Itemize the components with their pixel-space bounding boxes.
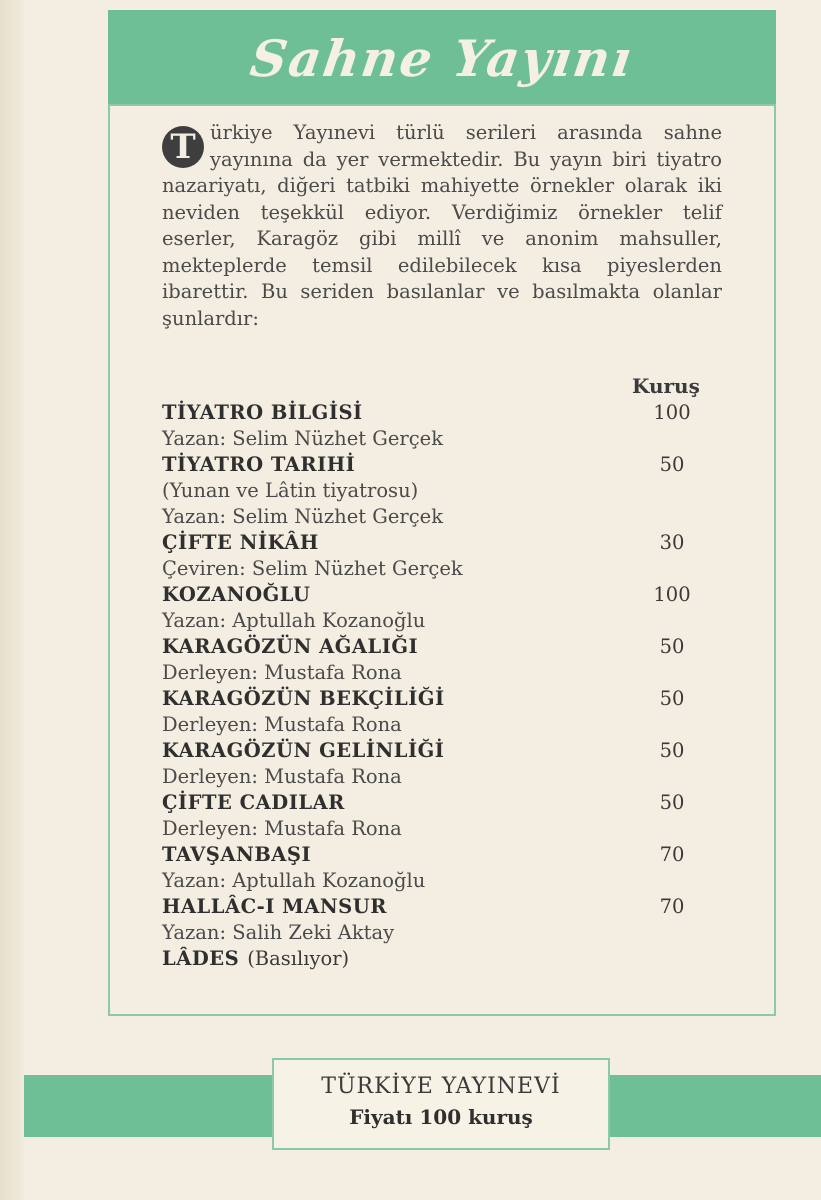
book-item bbox=[162, 894, 692, 946]
book-list bbox=[162, 400, 692, 972]
book-title: KARAGÖZÜN AĞALIĞI bbox=[162, 635, 419, 658]
book-title: TİYATRO TARIHİ bbox=[162, 453, 356, 476]
book-title: TAVŞANBAŞI bbox=[162, 843, 312, 866]
book-credit: Yazan: Aptullah Kozanoğlu bbox=[162, 869, 426, 892]
book-title: HALLÂC-I MANSUR bbox=[162, 895, 387, 918]
book-credit: Çeviren: Selim Nüzhet Gerçek bbox=[162, 557, 463, 580]
book-price: 50 bbox=[659, 453, 685, 476]
book-title-row bbox=[162, 634, 692, 660]
book-title-row bbox=[162, 452, 692, 478]
book-price: 70 bbox=[659, 895, 685, 918]
book-status: (Basılıyor) bbox=[247, 947, 350, 970]
page-title: Sahne Yayını bbox=[246, 28, 638, 88]
price-column-header: Kuruş bbox=[632, 374, 700, 398]
book-price: 50 bbox=[659, 635, 685, 658]
book-price: 50 bbox=[659, 687, 685, 710]
book-price: 100 bbox=[653, 401, 691, 424]
book-price: 50 bbox=[659, 791, 685, 814]
book-title: KARAGÖZÜN GELİNLİĞİ bbox=[162, 739, 445, 762]
book-title-row bbox=[162, 686, 692, 712]
book-title: TİYATRO BİLGİSİ bbox=[162, 401, 363, 424]
publisher-name: TÜRKİYE YAYINEVİ bbox=[321, 1074, 561, 1099]
book-item bbox=[162, 946, 692, 972]
book-credit: Yazan: Selim Nüzhet Gerçek bbox=[162, 505, 444, 528]
book-title: ÇİFTE NİKÂH bbox=[162, 531, 319, 554]
book-item bbox=[162, 634, 692, 686]
book-credit: Yazan: Salih Zeki Aktay bbox=[162, 921, 395, 944]
price-note: Fiyatı 100 kuruş bbox=[349, 1105, 533, 1129]
book-price: 50 bbox=[659, 739, 685, 762]
book-title-row bbox=[162, 738, 692, 764]
book-item bbox=[162, 738, 692, 790]
book-item bbox=[162, 686, 692, 738]
book-title-row bbox=[162, 582, 692, 608]
paper-edge bbox=[0, 0, 24, 1200]
book-title-row bbox=[162, 894, 692, 920]
book-credit: Derleyen: Mustafa Rona bbox=[162, 765, 402, 788]
book-item bbox=[162, 790, 692, 842]
book-item bbox=[162, 842, 692, 894]
book-title-row bbox=[162, 842, 692, 868]
book-item bbox=[162, 530, 692, 582]
book-title: KOZANOĞLU bbox=[162, 583, 311, 606]
book-price: 70 bbox=[659, 843, 685, 866]
book-item bbox=[162, 582, 692, 634]
book-price: 100 bbox=[653, 583, 691, 606]
book-item bbox=[162, 400, 692, 452]
intro-text: ürkiye Yayınevi türlü serileri arasında sahne yayınına da yer vermektedir. Bu yayın biri tiyatro nazariyatı, diğeri tatbiki mahiyette örnekler olarak iki neviden teşekkül ediyor. Verdiğimiz örnekler telif eserler, Karagöz gibi millî ve anonim mahsuller, mekteplerde temsil edilebilecek kısa piyeslerden ibarettir. Bu seriden basılanlar ve basılmakta olanlar şunlardır: bbox=[162, 121, 722, 330]
book-credit: Derleyen: Mustafa Rona bbox=[162, 817, 402, 840]
book-credit: Derleyen: Mustafa Rona bbox=[162, 661, 402, 684]
book-title: ÇİFTE CADILAR bbox=[162, 791, 345, 814]
book-title-row bbox=[162, 400, 692, 426]
book-credit: Derleyen: Mustafa Rona bbox=[162, 713, 402, 736]
book-item bbox=[162, 452, 692, 530]
book-title: LÂDES bbox=[162, 947, 240, 970]
footer-box bbox=[272, 1058, 610, 1150]
book-title-row bbox=[162, 530, 692, 556]
book-price: 30 bbox=[659, 531, 685, 554]
header-band bbox=[108, 10, 776, 106]
book-credit: (Yunan ve Lâtin tiyatrosu) bbox=[162, 479, 419, 502]
intro-paragraph bbox=[162, 120, 722, 332]
book-title: KARAGÖZÜN BEKÇİLİĞİ bbox=[162, 687, 445, 710]
book-credit: Yazan: Selim Nüzhet Gerçek bbox=[162, 427, 444, 450]
book-title-row bbox=[162, 790, 692, 816]
book-title-row bbox=[162, 946, 692, 972]
dropcap: T bbox=[162, 126, 204, 168]
book-credit: Yazan: Aptullah Kozanoğlu bbox=[162, 609, 426, 632]
